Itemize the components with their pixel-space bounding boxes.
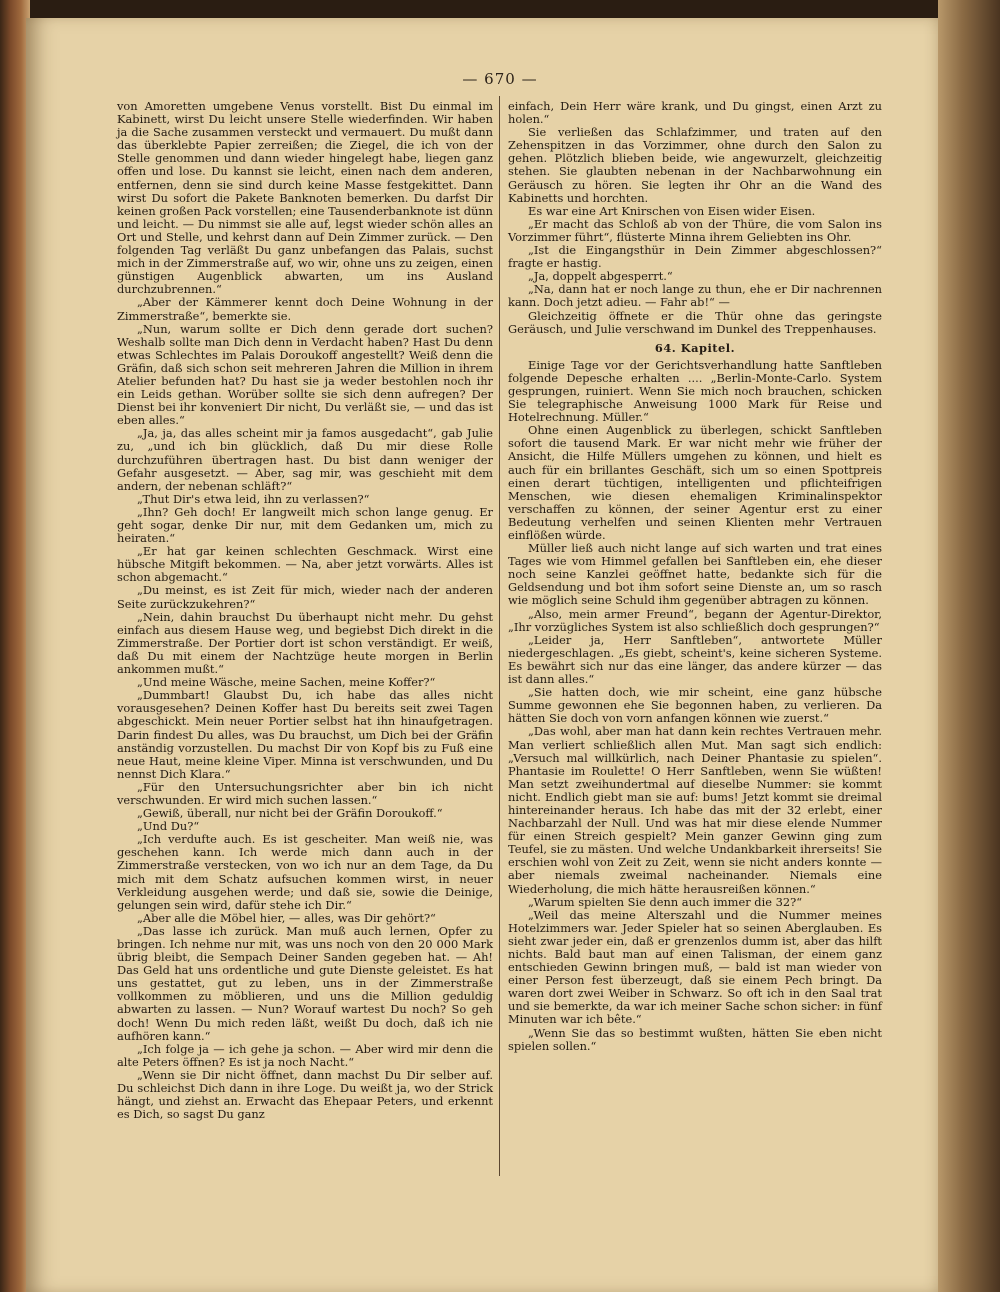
paragraph: „Für den Untersuchungsrichter aber bin ich nicht verschwunden. Er wird mich suchen lassen.“: [117, 779, 493, 807]
paragraph: „Wenn Sie das so bestimmt wußten, hätten Sie eben nicht spielen sollen.“: [508, 1025, 882, 1053]
right-column: [508, 100, 882, 1053]
page-number: — 670 —: [462, 70, 538, 88]
paragraph: „Das wohl, aber man hat dann kein rechtes Vertrauen mehr. Man verliert schließlich allen Mut. Man sagt sich endlich: „Versuch mal willkürlich, nach Deiner Phantasie zu spielen“. Phantasie im Roulette! O Herr Sanftleben, wenn Sie wüßten! Man setzt zweihundertmal auf dieselbe Nummer: sie kommt nicht. Endlich giebt man sie auf: bums! Jetzt kommt sie dreimal hintereinander heraus. Ich habe das mit der 32 erlebt, einer Nachbarzahl der Null. Und was hat mir diese elende Nummer für einen Streich gespielt? Mein ganzer Gewinn ging zum Teufel, sie zu mästen. Und welche Undankbarkeit ihrerseits! Sie erschien wohl von Zeit zu Zeit, wenn sie nicht anders konnte — aber niemals zweimal nacheinander. Niemals eine Wiederholung, die mich hätte herausreißen können.“: [508, 724, 882, 896]
paragraph: „Na, dann hat er noch lange zu thun, ehe er Dir nachrennen kann. Doch jetzt adieu. — Fahr ab!“ —: [508, 282, 882, 310]
paragraph: „Sie hatten doch, wie mir scheint, eine ganz hübsche Summe gewonnen ehe Sie begonnen haben, zu verlieren. Da hätten Sie doch von vorn anfangen können wie zuerst.“: [508, 685, 882, 726]
paragraph: „Ja, doppelt abgesperrt.“: [528, 269, 673, 284]
paragraph: „Nun, warum sollte er Dich denn gerade dort suchen? Weshalb sollte man Dich denn in Verdacht haben? Hast Du denn etwas Schlechtes im Palais Doroukoff angestellt? Weiß denn die Gräfin, daß sich schon seit mehreren Jahren die Million in ihrem Atelier befunden hat? Du hast sie ja weder bestohlen noch ihr ein Leids gethan. Worüber sollte sie sich denn aufregen? Der Dienst bei ihr konveniert Dir nicht, Du verläßt sie, — und das ist eben alles.“: [117, 321, 493, 428]
paragraph: „Das lasse ich zurück. Man muß auch lernen, Opfer zu bringen. Ich nehme nur mit, was uns noch von den 20 000 Mark übrig bleibt, die Sempach Deiner Sanden gegeben hat. — Ah! Das Geld hat uns ordentliche und gute Dienste geleistet. Es hat uns gestattet, gut zu leben, uns in der Zimmerstraße vollkommen zu möblieren, und uns die Million geduldig abwarten zu lassen. — Nun? Worauf wartest Du noch? So geh doch! Wenn Du mich reden läßt, weißt Du doch, daß ich nie aufhören kann.“: [117, 923, 493, 1043]
paragraph: „Aber der Kämmerer kennt doch Deine Wohnung in der Zimmerstraße“, bemerkte sie.: [117, 295, 493, 323]
paragraph: „Leider ja, Herr Sanftleben“, antwortete Müller niedergeschlagen. „Es giebt, scheint's, keine sicheren Systeme. Es bewährt sich nur das eine länger, das andere kürzer — das ist dann alles.“: [508, 632, 882, 687]
paragraph: „Du meinst, es ist Zeit für mich, wieder nach der anderen Seite zurückzukehren?“: [117, 583, 493, 611]
paragraph: „Ich folge ja — ich gehe ja schon. — Aber wird mir denn die alte Peters öffnen? Es ist ja noch Nacht.“: [117, 1041, 493, 1069]
paragraph: „Wenn sie Dir nicht öffnet, dann machst Du Dir selber auf. Du schleichst Dich dann in ihre Loge. Du weißt ja, wo der Strick hängt, und ziehst an. Erwacht das Ehepaar Peters, und erkennt es Dich, so sagst Du ganz: [117, 1067, 493, 1122]
paragraph: „Und Du?“: [137, 819, 200, 834]
page-edge-shadow: [938, 0, 1000, 1292]
paragraph: „Thut Dir's etwa leid, ihn zu verlassen?“: [137, 491, 370, 506]
paragraph: „Er macht das Schloß ab von der Thüre, die vom Salon ins Vorzimmer führt“, flüsterte Minna ihrem Geliebten ins Ohr.: [508, 216, 882, 244]
paragraph: „Nein, dahin brauchst Du überhaupt nicht mehr. Du gehst einfach aus diesem Hause weg, und begiebst Dich direkt in die Zimmerstraße. Der Portier dort ist schon verständigt. Er weiß, daß Du mit einem der Nachtzüge heute morgen in Berlin ankommen mußt.“: [117, 609, 493, 677]
paragraph: „Und meine Wäsche, meine Sachen, meine Koffer?“: [137, 675, 436, 690]
paragraph: Es war eine Art Knirschen von Eisen wider Eisen.: [528, 203, 816, 218]
chapter-heading: 64. Kapitel.: [654, 340, 736, 355]
paragraph: Sie verließen das Schlafzimmer, und traten auf den Zehenspitzen in das Vorzimmer, ohne durch den Salon zu gehen. Plötzlich blieben beide, wie angewurzelt, gleichzeitig stehen. Sie glaubten nebenan in der Nachbarwohnung ein Geräusch zu hören. Sie legten ihr Ohr an die Wand des Kabinetts und horchten.: [508, 125, 882, 205]
paragraph: Einige Tage vor der Gerichtsverhandlung hatte Sanftleben folgende Depesche erhalten .... „Berlin-Monte-Carlo. System gesprungen, ruiniert. Wenn Sie mich noch brauchen, schicken Sie telegraphische Anweisung 1000 Mark für Reise und Hotelrechnung. Müller.“: [508, 357, 882, 425]
paragraph: Müller ließ auch nicht lange auf sich warten und trat eines Tages wie vom Himmel gefallen bei Sanftleben ein, ehe dieser noch seine Kanzlei geöffnet hatte, bedankte sich für die Geldsendung und bot ihm sofort seine Dienste an, um so rasch wie möglich seine Schuld ihm gegenüber abtragen zu können.: [508, 541, 882, 608]
paragraph: „Ist die Eingangsthür in Dein Zimmer abgeschlossen?“ fragte er hastig.: [508, 243, 882, 271]
paragraph: von Amoretten umgebene Venus vorstellt. Bist Du einmal im Kabinett, wirst Du leicht unsere Stelle wiederfinden. Wir haben ja die Sache zusammen versteckt und vermauert. Du mußt dann das überklebte Papier zerreißen; die Ziegel, die ich von der Stelle genommen und dann wieder hingelegt habe, liegen ganz offen und lose. Du kannst sie leicht, einen nach dem anderen, entfernen, denn sie sind durch keine Masse festgekittet. Dann wirst Du sofort die Pakete Banknoten bemerken. Du darfst Dir keinen großen Pack vorstellen; eine Tausenderbanknote ist dünn und leicht. — Du nimmst sie alle auf, legst wieder schön alles an Ort und Stelle, und kehrst dann auf Dein Zimmer zurück. — Den folgenden Tag verläßt Du ganz unbefangen das Palais, suchst mich in der Zimmerstraße auf, wo wir, ohne uns zu zeigen, einen günstigen Augenblick abwarten, um ins Ausland durchzubrennen.“: [117, 99, 493, 297]
paragraph: „Ich verdufte auch. Es ist gescheiter. Man weiß nie, was geschehen kann. Ich werde mich dann auch in der Zimmerstraße verstecken, von wo ich nur an dem Tage, da Du mich mit dem Schatz aufsuchen kommen wirst, in neuer Verkleidung ausgehen werde; und daß sie, sowie die Deinige, gelungen sein wird, dafür stehe ich Dir.“: [117, 832, 493, 912]
paragraph: „Er hat gar keinen schlechten Geschmack. Wirst eine hübsche Mitgift bekommen. — Na, aber jetzt vorwärts. Alles ist schon abgemacht.“: [117, 544, 493, 585]
paragraph: „Aber alle die Möbel hier, — alles, was Dir gehört?“: [137, 910, 436, 925]
paragraph: „Weil das meine Alterszahl und die Nummer meines Hotelzimmers war. Jeder Spieler hat so seinen Aberglauben. Es sieht zwar jeder ein, daß er grenzenlos dumm ist, aber das hilft nichts. Bald baut man auf einen Talisman, der einem ganz entschieden Gewinn bringen muß, — bald ist man wieder von einer Person fest überzeugt, daß sie einem Pech bringt. Da waren dort zwei Weiber in Schwarz. So oft ich in den Saal trat und sie bemerkte, da war ich meiner Sache schon sicher: in fünf Minuten war ich bête.“: [508, 907, 882, 1027]
paragraph: einfach, Dein Herr wäre krank, und Du gingst, einen Arzt zu holen.“: [508, 99, 882, 127]
paragraph: „Also, mein armer Freund“, begann der Agentur-Direktor, „Ihr vorzügliches System ist also schließlich doch gesprungen?“: [508, 606, 882, 634]
paragraph: „Ja, ja, das alles scheint mir ja famos ausgedacht“, gab Julie zu, „und ich bin glücklich, daß Du mir diese Rolle durchzuführen übertragen hast. Du bist dann weniger der Gefahr ausgesetzt. — Aber, sag mir, was geschieht mit dem andern, der nebenan schläft?“: [117, 426, 493, 493]
paragraph: Gleichzeitig öffnete er die Thür ohne das geringste Geräusch, und Julie verschwand im Dunkel des Treppenhauses.: [508, 308, 882, 336]
left-column: [117, 100, 493, 1121]
paragraph: „Warum spielten Sie denn auch immer die 32?“: [528, 894, 803, 909]
paragraph: „Dummbart! Glaubst Du, ich habe das alles nicht vorausgesehen? Deinen Koffer hast Du bereits seit zwei Tagen abgeschickt. Mein neuer Portier selbst hat ihn hinaufgetragen. Darin findest Du alles, was Du brauchst, um Dich bei der Gräfin anständig vorzustellen. Du machst Dir von Kopf bis zu Fuß eine neue Haut, meine kleine Viper. Minna ist verschwunden, und Du nennst Dich Klara.“: [117, 688, 493, 781]
paragraph: „Ihn? Geh doch! Er langweilt mich schon lange genug. Er geht sogar, denke Dir nur, mit dem Gedanken um, mich zu heiraten.“: [117, 504, 493, 546]
paragraph: „Gewiß, überall, nur nicht bei der Gräfin Doroukoff.“: [137, 806, 443, 821]
column-divider: [499, 96, 500, 1176]
paragraph: Ohne einen Augenblick zu überlegen, schickt Sanftleben sofort die tausend Mark. Er war nicht mehr wie früher der Ansicht, die Hilfe Müllers umgehen zu können, und hielt es auch für ein brillantes Geschäft, sich um so einen Spottpreis einen derart tüchtigen, intelligenten und pflichteifrigen Menschen, wie diesen ehemaligen Kriminalinspektor verschaffen zu können, der seiner Agentur erst zu einer Bedeutung verhelfen und seinen Klienten mehr Vertrauen einflößen würde.: [508, 423, 882, 542]
